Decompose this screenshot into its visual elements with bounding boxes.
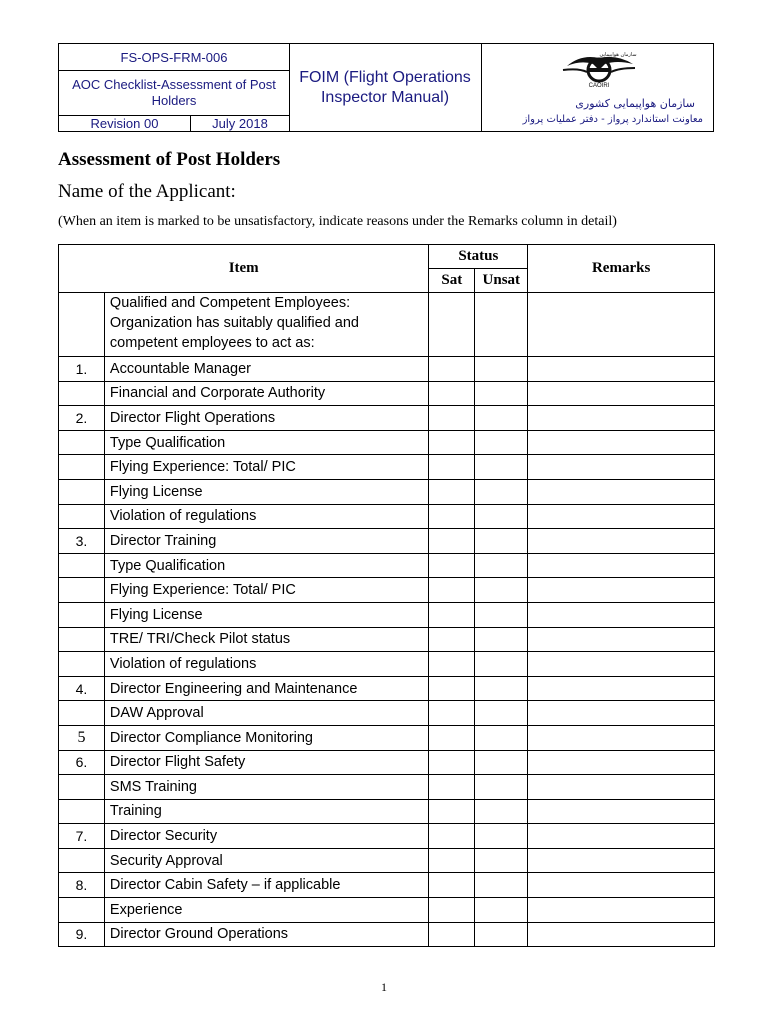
row-item: DAW Approval xyxy=(104,701,428,726)
row-item: Director Cabin Safety – if applicable xyxy=(104,873,428,898)
revision-date: July 2018 xyxy=(212,116,268,131)
row-item: Violation of regulations xyxy=(104,504,428,529)
table-row xyxy=(59,627,715,652)
remarks-cell[interactable] xyxy=(528,479,715,504)
unsat-cell[interactable] xyxy=(475,430,528,455)
row-item: Flying License xyxy=(104,602,428,627)
sat-cell[interactable] xyxy=(429,799,475,824)
document-header xyxy=(58,43,714,132)
remarks-cell[interactable] xyxy=(528,293,715,357)
remarks-cell[interactable] xyxy=(528,750,715,775)
row-item: Flying Experience: Total/ PIC xyxy=(104,578,428,603)
table-row xyxy=(59,430,715,455)
row-item: TRE/ TRI/Check Pilot status xyxy=(104,627,428,652)
row-number xyxy=(59,479,105,504)
table-row xyxy=(59,676,715,701)
sat-cell[interactable] xyxy=(429,701,475,726)
sat-cell[interactable] xyxy=(429,898,475,923)
sat-cell[interactable] xyxy=(429,529,475,554)
row-number: 6. xyxy=(59,750,105,775)
sat-cell[interactable] xyxy=(429,627,475,652)
row-item: Type Qualification xyxy=(104,430,428,455)
aviation-emblem-icon xyxy=(561,48,637,88)
table-row xyxy=(59,504,715,529)
remarks-cell[interactable] xyxy=(528,578,715,603)
unsat-cell[interactable] xyxy=(475,627,528,652)
remarks-cell[interactable] xyxy=(528,873,715,898)
row-number: 5 xyxy=(59,725,105,750)
column-header-item: Item xyxy=(59,245,429,293)
row-item: Director Compliance Monitoring xyxy=(104,725,428,750)
table-row xyxy=(59,406,715,431)
column-header-status: Status xyxy=(429,245,528,269)
row-item: Accountable Manager xyxy=(104,357,428,382)
row-number xyxy=(59,504,105,529)
row-item: Director Engineering and Maintenance xyxy=(104,676,428,701)
sat-cell[interactable] xyxy=(429,406,475,431)
unsat-cell[interactable] xyxy=(475,406,528,431)
table-row xyxy=(59,725,715,750)
remarks-cell[interactable] xyxy=(528,824,715,849)
organization-cell xyxy=(481,44,713,131)
table-row xyxy=(59,848,715,873)
unsat-cell[interactable] xyxy=(475,750,528,775)
column-header-sat: Sat xyxy=(429,269,475,293)
table-row xyxy=(59,775,715,800)
row-number: 3. xyxy=(59,529,105,554)
unsat-cell[interactable] xyxy=(475,898,528,923)
sat-cell[interactable] xyxy=(429,775,475,800)
row-number: 8. xyxy=(59,873,105,898)
unsat-cell[interactable] xyxy=(475,479,528,504)
table-row xyxy=(59,799,715,824)
table-row xyxy=(59,898,715,923)
sat-cell[interactable] xyxy=(429,824,475,849)
form-info-cell xyxy=(59,44,290,131)
sat-cell[interactable] xyxy=(429,873,475,898)
remarks-cell[interactable] xyxy=(528,430,715,455)
instruction-note: (When an item is marked to be unsatisfactory, indicate reasons under the Remarks column in detail) xyxy=(58,214,617,229)
row-number xyxy=(59,627,105,652)
unsat-cell[interactable] xyxy=(475,553,528,578)
table-row xyxy=(59,602,715,627)
sat-cell[interactable] xyxy=(429,455,475,480)
remarks-cell[interactable] xyxy=(528,799,715,824)
remarks-cell[interactable] xyxy=(528,455,715,480)
remarks-cell[interactable] xyxy=(528,357,715,382)
row-number xyxy=(59,848,105,873)
row-item: SMS Training xyxy=(104,775,428,800)
remarks-cell[interactable] xyxy=(528,676,715,701)
unsat-cell[interactable] xyxy=(475,725,528,750)
row-number xyxy=(59,701,105,726)
table-row xyxy=(59,652,715,677)
remarks-cell[interactable] xyxy=(528,553,715,578)
unsat-cell[interactable] xyxy=(475,529,528,554)
remarks-cell[interactable] xyxy=(528,775,715,800)
form-code: FS-OPS-FRM-006 xyxy=(59,44,289,71)
logo-text: CAOIRI xyxy=(588,83,610,88)
table-row xyxy=(59,578,715,603)
unsat-cell[interactable] xyxy=(475,578,528,603)
remarks-cell[interactable] xyxy=(528,602,715,627)
row-item: Director Flight Safety xyxy=(104,750,428,775)
remarks-cell[interactable] xyxy=(528,529,715,554)
row-item: Financial and Corporate Authority xyxy=(104,381,428,406)
remarks-cell[interactable] xyxy=(528,406,715,431)
sat-cell[interactable] xyxy=(429,725,475,750)
row-number xyxy=(59,898,105,923)
row-number xyxy=(59,381,105,406)
row-item: Flying Experience: Total/ PIC xyxy=(104,455,428,480)
row-number xyxy=(59,602,105,627)
unsat-cell[interactable] xyxy=(475,652,528,677)
unsat-cell[interactable] xyxy=(475,824,528,849)
row-item: Security Approval xyxy=(104,848,428,873)
unsat-cell[interactable] xyxy=(475,504,528,529)
table-row xyxy=(59,701,715,726)
sat-cell[interactable] xyxy=(429,430,475,455)
unsat-cell[interactable] xyxy=(475,848,528,873)
sat-cell[interactable] xyxy=(429,676,475,701)
page-number: 1 xyxy=(381,980,387,994)
row-number xyxy=(59,430,105,455)
logo-script: سازمان هواپیمایی xyxy=(599,52,637,58)
remarks-cell[interactable] xyxy=(528,652,715,677)
row-number: 4. xyxy=(59,676,105,701)
row-item: Director Training xyxy=(104,529,428,554)
remarks-cell[interactable] xyxy=(528,725,715,750)
table-row xyxy=(59,455,715,480)
table-row xyxy=(59,553,715,578)
row-number xyxy=(59,775,105,800)
sat-cell[interactable] xyxy=(429,357,475,382)
row-number: 2. xyxy=(59,406,105,431)
row-item: Director Flight Operations xyxy=(104,406,428,431)
table-row xyxy=(59,357,715,382)
row-number xyxy=(59,652,105,677)
unsat-cell[interactable] xyxy=(475,676,528,701)
table-row xyxy=(59,824,715,849)
row-number xyxy=(59,578,105,603)
table-row xyxy=(59,529,715,554)
sat-cell[interactable] xyxy=(429,553,475,578)
sat-cell[interactable] xyxy=(429,578,475,603)
revision-label: Revision 00 xyxy=(59,116,191,131)
row-item: Type Qualification xyxy=(104,553,428,578)
column-header-remarks: Remarks xyxy=(528,245,715,293)
unsat-cell[interactable] xyxy=(475,293,528,357)
sat-cell[interactable] xyxy=(429,602,475,627)
unsat-cell[interactable] xyxy=(475,873,528,898)
table-row xyxy=(59,381,715,406)
remarks-cell[interactable] xyxy=(528,848,715,873)
sat-cell[interactable] xyxy=(429,922,475,947)
table-row xyxy=(59,873,715,898)
checklist-table xyxy=(58,244,715,947)
sat-cell[interactable] xyxy=(429,293,475,357)
row-number-cell xyxy=(59,293,105,357)
unsat-cell[interactable] xyxy=(475,602,528,627)
column-header-unsat: Unsat xyxy=(475,269,528,293)
row-item: Violation of regulations xyxy=(104,652,428,677)
unsat-cell[interactable] xyxy=(475,799,528,824)
sat-cell[interactable] xyxy=(429,848,475,873)
table-row-intro xyxy=(59,293,715,357)
remarks-cell[interactable] xyxy=(528,898,715,923)
sat-cell[interactable] xyxy=(429,504,475,529)
row-item: Experience xyxy=(104,898,428,923)
table-header-row xyxy=(59,245,715,269)
revision-row xyxy=(59,116,289,131)
organization-name: سازمان هواپیمایی کشوری xyxy=(575,97,695,110)
table-row xyxy=(59,922,715,947)
remarks-cell[interactable] xyxy=(528,504,715,529)
unsat-cell[interactable] xyxy=(475,701,528,726)
manual-title: FOIM (Flight Operations Inspector Manual) xyxy=(289,44,482,131)
row-item: Director Security xyxy=(104,824,428,849)
row-item: Training xyxy=(104,799,428,824)
row-item: Flying License xyxy=(104,479,428,504)
table-row xyxy=(59,479,715,504)
unsat-cell[interactable] xyxy=(475,381,528,406)
table-row xyxy=(59,750,715,775)
form-title: AOC Checklist-Assessment of Post Holders xyxy=(59,71,289,116)
sat-cell[interactable] xyxy=(429,750,475,775)
unsat-cell[interactable] xyxy=(475,455,528,480)
row-item: Director Ground Operations xyxy=(104,922,428,947)
intro-text: Qualified and Competent Employees: Organization has suitably qualified and competent employees to act as: xyxy=(104,293,428,357)
unsat-cell[interactable] xyxy=(475,922,528,947)
sat-cell[interactable] xyxy=(429,381,475,406)
remarks-cell[interactable] xyxy=(528,381,715,406)
remarks-cell[interactable] xyxy=(528,627,715,652)
unsat-cell[interactable] xyxy=(475,357,528,382)
page-title: Assessment of Post Holders xyxy=(58,149,281,170)
row-number: 7. xyxy=(59,824,105,849)
sat-cell[interactable] xyxy=(429,479,475,504)
row-number: 9. xyxy=(59,922,105,947)
remarks-cell[interactable] xyxy=(528,922,715,947)
sat-cell[interactable] xyxy=(429,652,475,677)
organization-department: معاونت استاندارد پرواز - دفتر عملیات پرواز xyxy=(522,114,703,125)
row-number xyxy=(59,455,105,480)
unsat-cell[interactable] xyxy=(475,775,528,800)
remarks-cell[interactable] xyxy=(528,701,715,726)
row-number xyxy=(59,553,105,578)
row-number xyxy=(59,799,105,824)
applicant-name-label: Name of the Applicant: xyxy=(58,181,236,202)
row-number: 1. xyxy=(59,357,105,382)
